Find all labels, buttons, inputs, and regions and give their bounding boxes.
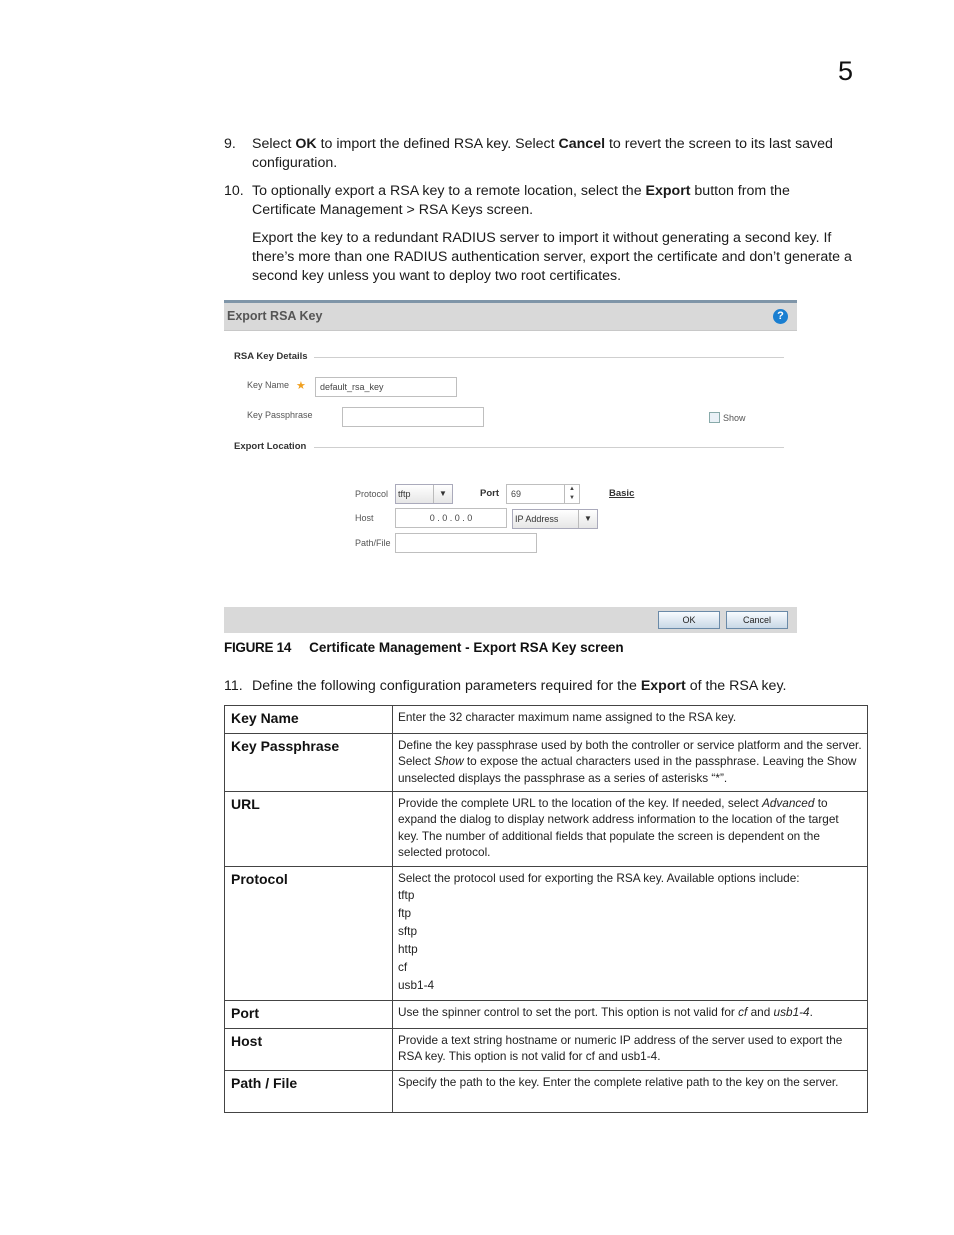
figure-number: FIGURE 14	[224, 640, 292, 655]
chapter-number: 5	[838, 56, 854, 86]
table-row	[225, 734, 868, 792]
protocol-select[interactable]: tftp ▼	[395, 484, 453, 504]
param-description: Provide a text string hostname or numeric IP address of the server used to export the RSA key. This option is not valid for cf and usb1-4.	[393, 1029, 868, 1071]
param-name: Host	[225, 1029, 393, 1071]
param-description: Define the key passphrase used by both the controller or service platform and the server. Select Show to expose the actual characters used in the passphrase. Leaving the Show unselected displays the passphrase as a series of asterisks “*”.	[393, 734, 868, 792]
protocol-label: Protocol	[355, 489, 389, 499]
param-name: Key Passphrase	[225, 734, 393, 792]
cancel-button[interactable]: Cancel	[726, 611, 788, 629]
port-spinner[interactable]: 69 ▲ ▼	[506, 484, 580, 504]
table-row	[225, 867, 868, 1001]
ok-button[interactable]: OK	[658, 611, 720, 629]
param-description: Use the spinner control to set the port. This option is not valid for cf and usb1-4.	[393, 1001, 868, 1029]
figure-title: Certificate Management - Export RSA Key screen	[309, 640, 624, 655]
option-item: usb1-4	[398, 978, 435, 993]
step-10-note: Export the key to a redundant RADIUS server to import it without generating a second key. If there’s more than one RADIUS authentication server, export the certificate and don’t generate a second key unless you want to deploy two root certificates.	[252, 230, 852, 284]
option-item: http	[398, 942, 418, 957]
section-divider	[314, 447, 784, 448]
host-ip-input[interactable]: 0 . 0 . 0 . 0	[395, 508, 507, 528]
key-name-input[interactable]: default_rsa_key	[315, 377, 457, 397]
param-name: Port	[225, 1001, 393, 1029]
option-item: tftp	[398, 888, 415, 903]
path-file-input[interactable]	[395, 533, 537, 553]
port-label: Port	[480, 488, 499, 499]
step-9-text: Select OK to import the defined RSA key. Select Cancel to revert the screen to its last saved configuration.	[252, 136, 833, 171]
key-name-label: Key Name	[247, 380, 290, 390]
key-passphrase-input[interactable]	[342, 407, 484, 427]
step-number: 11.	[224, 678, 243, 694]
show-checkbox[interactable]	[709, 412, 720, 423]
chevron-down-icon: ▼	[578, 510, 597, 528]
chevron-down-icon: ▼	[433, 485, 452, 503]
param-name: Key Name	[225, 706, 393, 734]
basic-link[interactable]: Basic	[609, 488, 635, 499]
param-description: Select the protocol used for exporting the RSA key. Available options include: tftp ftp sftp http cf usb1-4	[393, 867, 868, 1001]
option-item: ftp	[398, 906, 412, 921]
step-number: 10.	[224, 183, 244, 199]
param-name: Path / File	[225, 1071, 393, 1113]
path-file-label: Path/File	[355, 538, 391, 548]
parameter-table	[224, 705, 868, 1113]
host-label: Host	[355, 513, 374, 523]
table-row	[225, 1029, 868, 1071]
host-type-select[interactable]: IP Address ▼	[512, 509, 598, 529]
figure-caption	[224, 640, 624, 655]
table-row	[225, 1001, 868, 1029]
param-description: Enter the 32 character maximum name assigned to the RSA key.	[393, 706, 868, 734]
dialog-footer	[224, 607, 797, 633]
export-rsa-key-dialog	[224, 300, 797, 633]
param-description: Specify the path to the key. Enter the complete relative path to the key on the server.	[393, 1071, 868, 1113]
required-star-icon: ★	[296, 380, 306, 392]
key-passphrase-label: Key Passphrase	[247, 410, 313, 420]
table-row	[225, 792, 868, 867]
param-name: URL	[225, 792, 393, 867]
section-rsa-key-details: RSA Key Details	[234, 351, 308, 362]
help-icon[interactable]: ?	[773, 309, 788, 324]
spinner-arrows-icon[interactable]: ▲ ▼	[564, 485, 579, 503]
param-description: Provide the complete URL to the location of the key. If needed, select Advanced to expand the dialog to display network address information to the location of the target key. The number of additional fields that populate the screen is dependent on the selected protocol.	[393, 792, 868, 867]
section-export-location: Export Location	[234, 441, 307, 452]
step-11-text: Define the following configuration parameters required for the Export of the RSA key.	[252, 678, 787, 694]
section-divider	[314, 357, 784, 358]
table-row	[225, 706, 868, 734]
step-number: 9.	[224, 136, 236, 152]
step-10-text: To optionally export a RSA key to a remote location, select the Export button from the Certificate Management > RSA Keys screen.	[252, 183, 790, 218]
table-row	[225, 1071, 868, 1113]
option-item: cf	[398, 960, 408, 975]
option-item: sftp	[398, 924, 418, 939]
dialog-title: Export RSA Key	[227, 309, 323, 323]
param-name: Protocol	[225, 867, 393, 1001]
dialog-header	[224, 303, 797, 331]
show-label: Show	[723, 413, 746, 423]
